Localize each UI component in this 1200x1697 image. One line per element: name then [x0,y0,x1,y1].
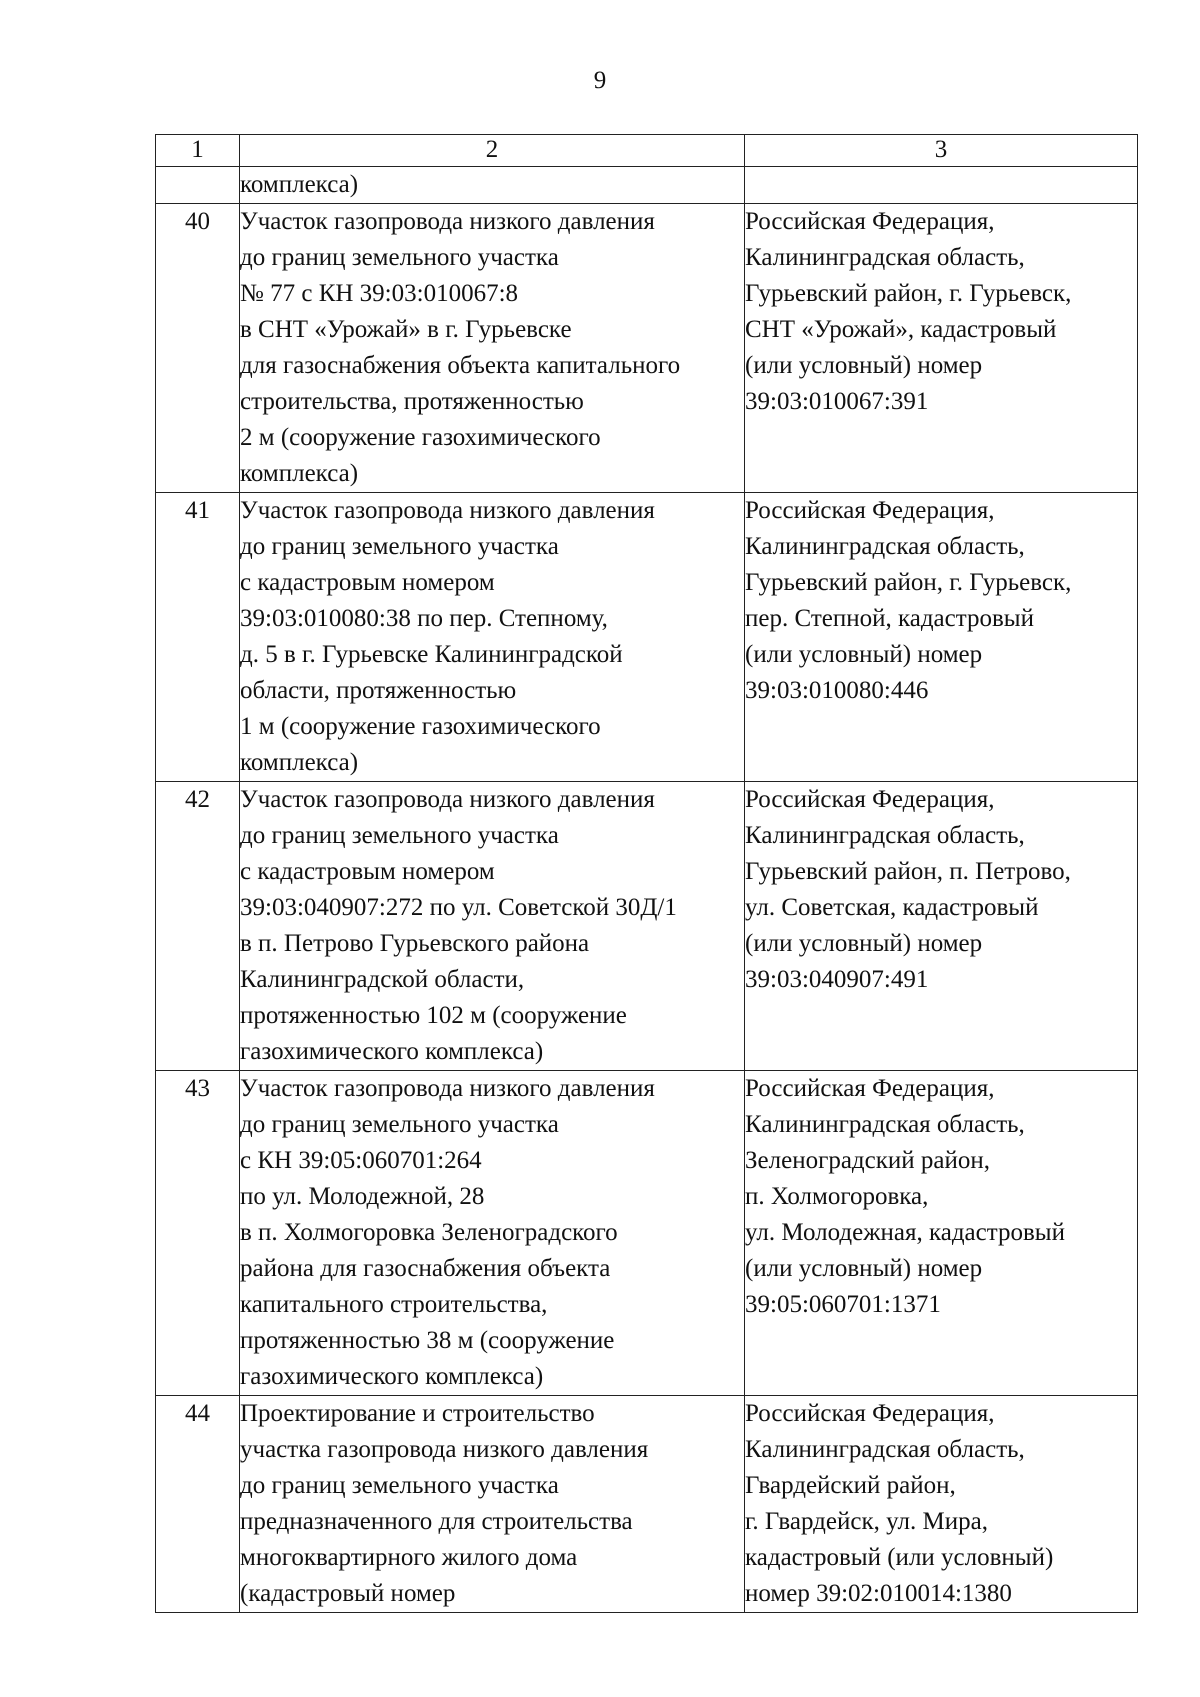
address-line: кадастровый (или условный) [745,1544,1054,1571]
description-line: комплекса) [240,171,359,198]
description-line: многоквартирного жилого дома [240,1544,578,1571]
description-line: с кадастровым номером [240,858,495,885]
address-line: СНТ «Урожай», кадастровый [745,316,1057,343]
description-line: с кадастровым номером [240,569,495,596]
table-row [156,493,1138,782]
table-row [156,204,1138,493]
row-description [240,782,745,1071]
address-line: Калининградская область, [745,822,1025,849]
row-number: 40 [156,204,240,493]
description-line: до границ земельного участка [240,822,559,849]
description-line: района для газоснабжения объекта [240,1255,611,1282]
row-description [240,167,745,204]
table-row [156,782,1138,1071]
description-line: до границ земельного участка [240,533,559,560]
address-line: 39:03:010067:391 [745,388,929,415]
address-line: Калининградская область, [745,1436,1025,1463]
row-description [240,1071,745,1396]
description-line: протяженностью 102 м (сооружение [240,1002,627,1029]
address-line: Российская Федерация, [745,786,995,813]
table-row [156,1071,1138,1396]
description-line: д. 5 в г. Гурьевске Калининградской [240,641,623,668]
address-line: п. Холмогоровка, [745,1183,929,1210]
address-line: номер 39:02:010014:1380 [745,1580,1012,1607]
description-line: Участок газопровода низкого давления [240,1075,655,1102]
description-line: области, протяженностью [240,677,517,704]
address-line: (или условный) номер [745,930,983,957]
description-line: № 77 с КН 39:03:010067:8 [240,280,519,307]
row-description [240,1396,745,1613]
address-line: пер. Степной, кадастровый [745,605,1034,632]
address-line: 39:03:040907:491 [745,966,929,993]
column-header-address: 3 [745,135,1138,167]
address-line: 39:05:060701:1371 [745,1291,941,1318]
address-line: Зеленоградский район, [745,1147,990,1174]
description-line: комплекса) [240,749,359,776]
address-line: (или условный) номер [745,1255,983,1282]
address-line: г. Гвардейск, ул. Мира, [745,1508,988,1535]
address-line: Калининградская область, [745,244,1025,271]
address-line: 39:03:010080:446 [745,677,929,704]
address-line: Гурьевский район, г. Гурьевск, [745,280,1072,307]
column-header-number: 1 [156,135,240,167]
description-line: предназначенного для строительства [240,1508,633,1535]
description-line: протяженностью 38 м (сооружение [240,1327,615,1354]
description-line: в п. Петрово Гурьевского района [240,930,590,957]
address-line: Калининградская область, [745,533,1025,560]
continuation-row [156,167,1138,204]
row-number: 41 [156,493,240,782]
description-line: Проектирование и строительство [240,1400,595,1427]
row-address [745,493,1138,782]
row-address [745,1071,1138,1396]
row-number [156,167,240,204]
description-line: газохимического комплекса) [240,1038,544,1065]
description-line: комплекса) [240,460,359,487]
description-line: для газоснабжения объекта капитального [240,352,681,379]
address-line: Российская Федерация, [745,1075,995,1102]
description-line: в СНТ «Урожай» в г. Гурьевске [240,316,572,343]
description-line: 2 м (сооружение газохимического [240,424,601,451]
description-line: 39:03:040907:272 по ул. Советской 30Д/1 [240,894,677,921]
description-line: до границ земельного участка [240,1472,559,1499]
address-line: Гурьевский район, г. Гурьевск, [745,569,1072,596]
address-line: Калининградская область, [745,1111,1025,1138]
row-description [240,493,745,782]
address-line: ул. Молодежная, кадастровый [745,1219,1065,1246]
description-line: газохимического комплекса) [240,1363,544,1390]
description-line: участка газопровода низкого давления [240,1436,649,1463]
description-line: 1 м (сооружение газохимического [240,713,601,740]
row-number: 43 [156,1071,240,1396]
description-line: Участок газопровода низкого давления [240,208,655,235]
description-line: в п. Холмогоровка Зеленоградского [240,1219,618,1246]
row-number: 42 [156,782,240,1071]
description-line: до границ земельного участка [240,244,559,271]
description-line: Участок газопровода низкого давления [240,497,655,524]
column-header-description: 2 [240,135,745,167]
row-number: 44 [156,1396,240,1613]
address-line: Гвардейский район, [745,1472,956,1499]
row-address [745,1396,1138,1613]
row-address [745,782,1138,1071]
table-header-row [156,135,1138,167]
address-line: Российская Федерация, [745,208,995,235]
description-line: 39:03:010080:38 по пер. Степному, [240,605,608,632]
address-line: Российская Федерация, [745,1400,995,1427]
address-line: Российская Федерация, [745,497,995,524]
description-line: до границ земельного участка [240,1111,559,1138]
description-line: Участок газопровода низкого давления [240,786,655,813]
table-row [156,1396,1138,1613]
row-description [240,204,745,493]
address-line: ул. Советская, кадастровый [745,894,1039,921]
table-body [156,167,1138,1613]
row-address [745,204,1138,493]
description-line: по ул. Молодежной, 28 [240,1183,485,1210]
description-line: строительства, протяженностью [240,388,584,415]
property-table [155,134,1138,1613]
description-line: капитального строительства, [240,1291,548,1318]
row-address [745,167,1138,204]
page-number: 9 [593,67,607,94]
description-line: с КН 39:05:060701:264 [240,1147,482,1174]
address-line: (или условный) номер [745,352,983,379]
description-line: (кадастровый номер [240,1580,456,1607]
address-line: Гурьевский район, п. Петрово, [745,858,1071,885]
description-line: Калининградской области, [240,966,525,993]
address-line: (или условный) номер [745,641,983,668]
